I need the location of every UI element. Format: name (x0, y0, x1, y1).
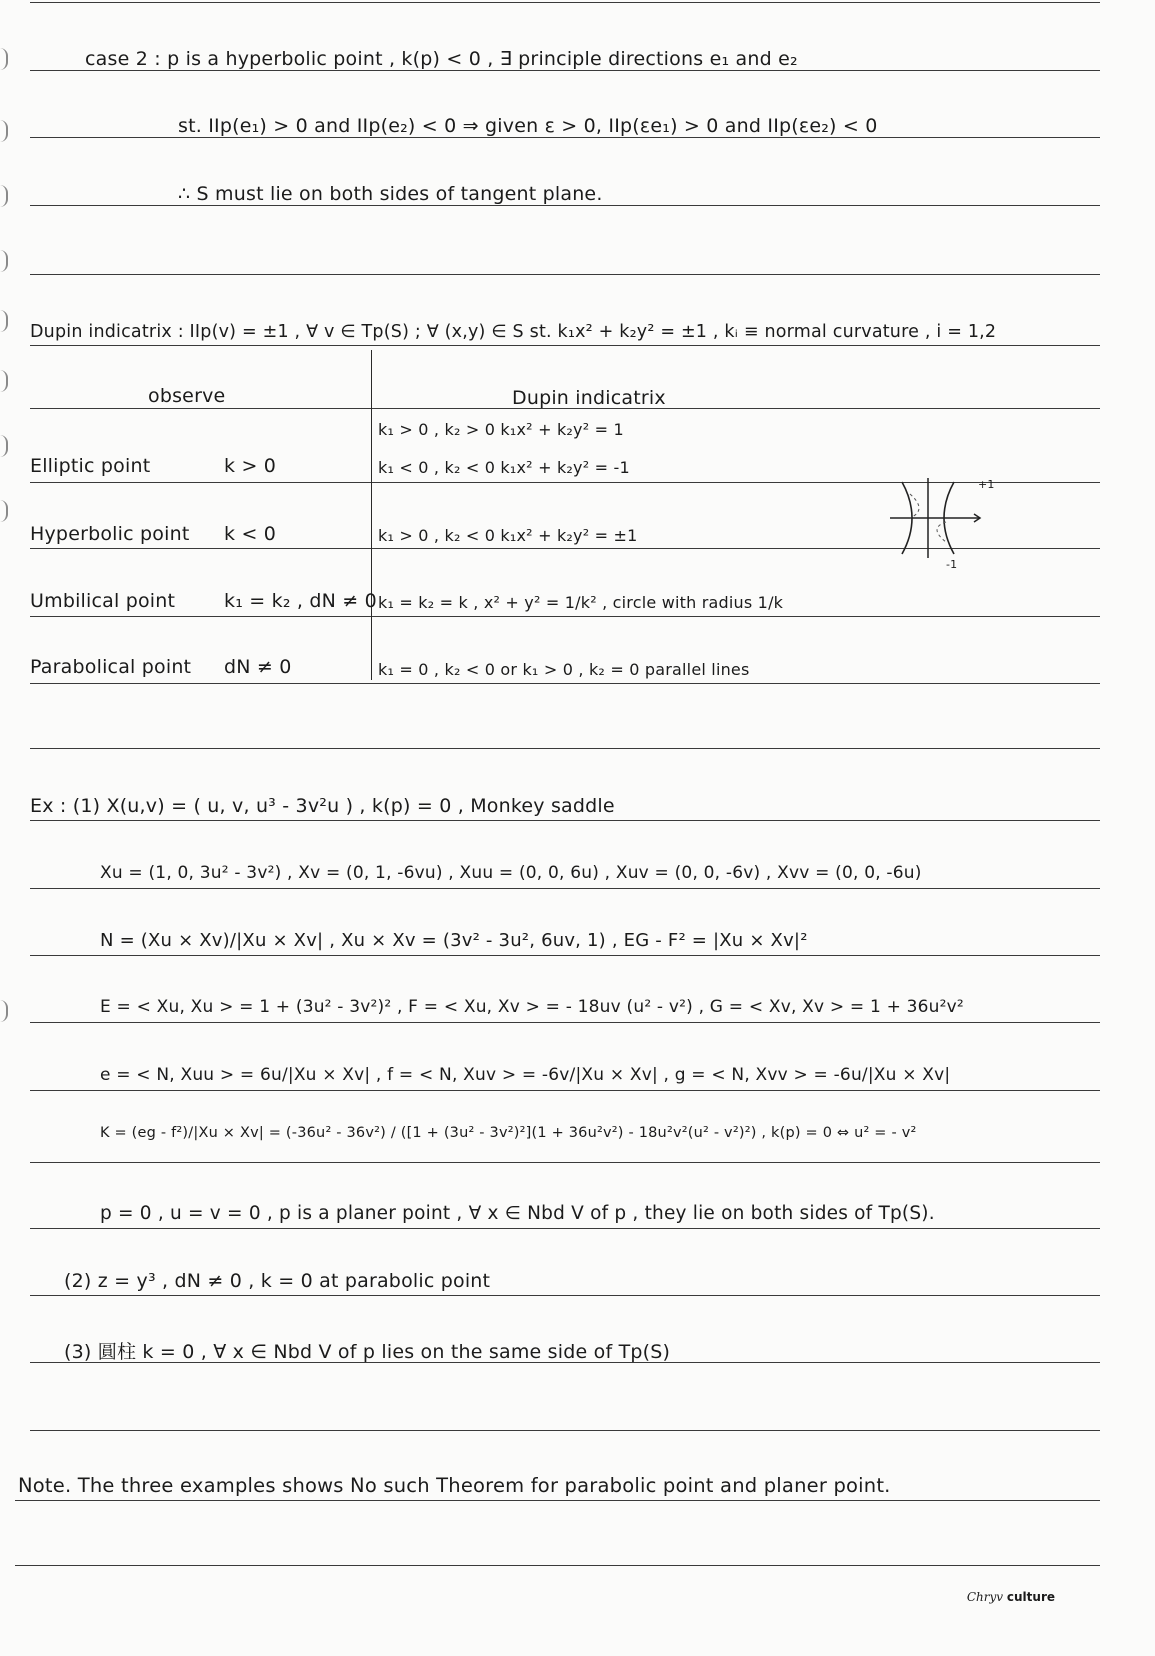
ruled-line (30, 1090, 1100, 1091)
example-2: (2) z = y³ , dN ≠ 0 , k = 0 at parabolic point (64, 1270, 491, 1292)
case2-conclusion: ∴ S must lie on both sides of tangent plane. (178, 183, 603, 205)
dupin-definition: Dupin indicatrix : IIp(v) = ±1 , ∀ v ∈ Tp(S) ; ∀ (x,y) ∈ S st. k₁x² + k₂y² = ±1 , kᵢ ≡ normal curvature , i = 1,2 (30, 322, 997, 342)
ruled-line (30, 616, 1100, 617)
signature (967, 1590, 1055, 1604)
note: Note. The three examples shows No such Theorem for parabolic point and planer point. (18, 1474, 891, 1497)
ruled-line (30, 1022, 1100, 1023)
sketch-label-top: +1 (978, 478, 995, 491)
binder-hole (0, 250, 8, 272)
row-dupin-parabolical: k₁ = 0 , k₂ < 0 or k₁ > 0 , k₂ = 0 parallel lines (378, 660, 750, 679)
row-cond-hyperbolic: k < 0 (224, 523, 277, 545)
ruled-line (30, 137, 1100, 138)
row-dupin-elliptic-positive: k₁ > 0 , k₂ > 0 k₁x² + k₂y² = 1 (378, 420, 624, 439)
binder-hole (0, 48, 8, 70)
hyperbola-sketch (880, 470, 990, 570)
signature-word: culture (1006, 1590, 1055, 1604)
ruled-line (30, 955, 1100, 956)
example-1-title: Ex : (1) X(u,v) = ( u, v, u³ - 3v²u ) , k(p) = 0 , Monkey saddle (30, 795, 615, 817)
header-observe: observe (148, 385, 226, 407)
binder-hole (0, 500, 8, 522)
example-3: (3) 圓柱 k = 0 , ∀ x ∈ Nbd V of p lies on the same side of Tp(S) (64, 1341, 671, 1363)
row-name-hyperbolic: Hyperbolic point (30, 523, 190, 545)
row-name-umbilical: Umbilical point (30, 590, 176, 612)
ruled-line (15, 1565, 1100, 1566)
signature-script: Chryv (966, 1590, 1004, 1604)
ruled-line (30, 1162, 1100, 1163)
ruled-line (30, 1228, 1100, 1229)
example-1-first-form: E = < Xu, Xu > = 1 + (3u² - 3v²)² , F = < Xu, Xv > = - 18uv (u² - v²) , G = < Xv, Xv > = 1 + 36u²v² (100, 997, 964, 1017)
ruled-line (30, 683, 1100, 684)
table-divider (371, 350, 372, 680)
row-cond-parabolical: dN ≠ 0 (224, 656, 292, 678)
binder-hole (0, 120, 8, 142)
example-1-second-form: e = < N, Xuu > = 6u/|Xu × Xv| , f = < N, Xuv > = -6v/|Xu × Xv| , g = < N, Xvv > = -6u/|Xu × Xv| (100, 1065, 951, 1085)
row-dupin-hyperbolic: k₁ > 0 , k₂ < 0 k₁x² + k₂y² = ±1 (378, 526, 638, 545)
row-dupin-umbilical: k₁ = k₂ = k , x² + y² = 1/k² , circle with radius 1/k (378, 593, 784, 612)
ruled-line (30, 345, 1100, 346)
example-1-derivatives: Xu = (1, 0, 3u² - 3v²) , Xv = (0, 1, -6vu) , Xuu = (0, 0, 6u) , Xuv = (0, 0, -6v) , Xvv = (0, 0, -6u) (100, 863, 922, 883)
example-1-curvature: K = (eg - f²)/|Xu × Xv| = (-36u² - 36v²) / ([1 + (3u² - 3v²)²](1 + 36u²v²) - 18u²v²(u² - v²)²) , k(p) = 0 ⇔ u² = - v² (100, 1125, 917, 1141)
row-name-elliptic: Elliptic point (30, 455, 151, 477)
example-1-normal: N = (Xu × Xv)/|Xu × Xv| , Xu × Xv = (3v² - 3u², 6uv, 1) , EG - F² = |Xu × Xv|² (100, 930, 808, 951)
ruled-line (30, 2, 1100, 3)
case2-line2: st. IIp(e₁) > 0 and IIp(e₂) < 0 ⇒ given ε > 0, IIp(εe₁) > 0 and IIp(εe₂) < 0 (178, 115, 878, 137)
row-dupin-elliptic-negative: k₁ < 0 , k₂ < 0 k₁x² + k₂y² = -1 (378, 458, 630, 477)
ruled-line (30, 274, 1100, 275)
example-1-planer-point: p = 0 , u = v = 0 , p is a planer point , ∀ x ∈ Nbd V of p , they lie on both sides of Tp(S). (100, 1203, 935, 1224)
binder-hole (0, 435, 8, 457)
row-cond-elliptic: k > 0 (224, 455, 277, 477)
binder-hole (0, 370, 8, 392)
ruled-line (15, 1500, 1100, 1501)
ruled-line (30, 888, 1100, 889)
sketch-label-bottom: -1 (946, 558, 958, 571)
case2-line1: case 2 : p is a hyperbolic point , k(p) < 0 , ∃ principle directions e₁ and e₂ (85, 48, 798, 70)
binder-hole (0, 185, 8, 207)
ruled-line (30, 820, 1100, 821)
ruled-line (30, 70, 1100, 71)
ruled-line (30, 1430, 1100, 1431)
binder-hole (0, 1000, 8, 1022)
ruled-line (30, 205, 1100, 206)
header-dupin-indicatrix: Dupin indicatrix (512, 387, 666, 409)
ruled-line (30, 1295, 1100, 1296)
ruled-line (30, 748, 1100, 749)
row-cond-umbilical: k₁ = k₂ , dN ≠ 0 (224, 590, 377, 612)
row-name-parabolical: Parabolical point (30, 656, 192, 678)
binder-hole (0, 310, 8, 332)
